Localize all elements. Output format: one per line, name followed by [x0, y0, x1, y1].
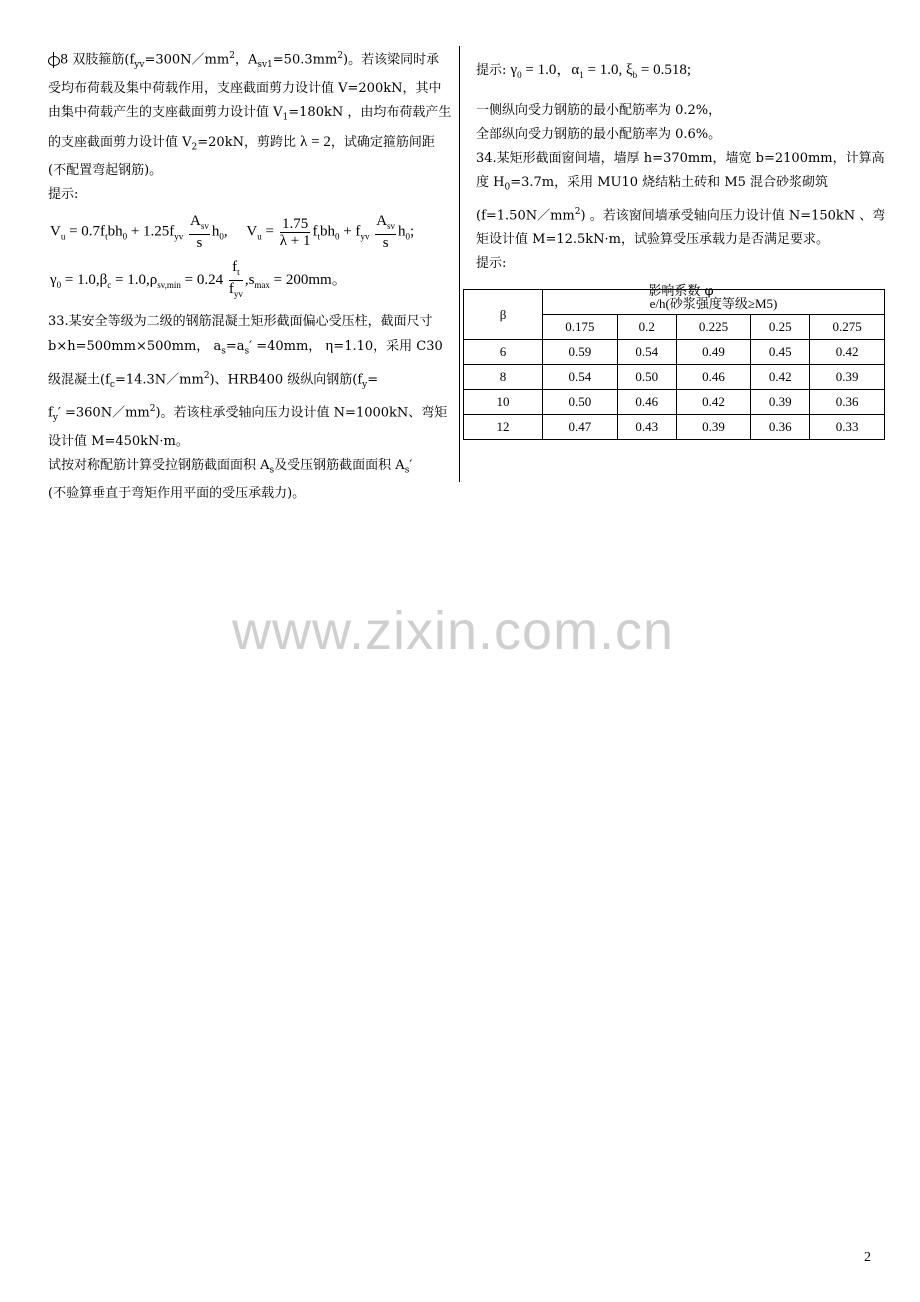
table-row	[464, 365, 885, 390]
steel-bar-symbol-icon	[48, 54, 60, 66]
beta-cell: 6	[464, 340, 543, 365]
phi-value-cell: 0.47	[543, 415, 618, 440]
right-column	[476, 44, 886, 304]
hint-constants: 提示: $\gamma_0 = 1.0$，$\alpha_1 = 1.0$, $\xi_b = 0.518$;	[476, 62, 692, 80]
table-row	[464, 390, 885, 415]
phi-value-cell: 0.49	[676, 340, 751, 365]
table-row	[464, 340, 885, 365]
hint-label: 提示:	[48, 187, 79, 203]
phi-value-cell: 0.42	[810, 340, 885, 365]
phi-value-cell: 0.46	[676, 365, 751, 390]
question-33-task: 试按对称配筋计算受拉钢筋截面面积 $A_s$及受压钢筋截面面积 $A_s'$ (不验算垂直于弯矩作用平面的受压承载力)。	[48, 457, 413, 502]
coefficient-formula: $\gamma_0 = 1.0,\beta_c = 1.0,\rho_{sv,min} = 0.24$ $\frac{f_t}{f_{yv}}$ $,s_{max} = 200mm$。	[50, 259, 347, 300]
eh-column-header: 0.225	[676, 315, 751, 340]
table-row	[464, 415, 885, 440]
beta-cell: 10	[464, 390, 543, 415]
eh-column-header: 0.2	[617, 315, 676, 340]
min-ratio-one-side: 一侧纵向受力钢筋的最小配筋率为 0.2%，	[476, 103, 722, 118]
shear-capacity-formula: $V_u = 0.7f_tbh_0 + 1.25f_{yv}$ $\frac{A_{sv}}{s}$ $h_0$, $V_u$ = $\frac{1.75}{\lambda + 1}$ $f_tbh_0 + f_{yv}$ $\frac{A_{sv}}{s}$ $h_0$;	[50, 213, 415, 252]
phi-value-cell: 0.39	[751, 390, 810, 415]
phi-value-cell: 0.59	[543, 340, 618, 365]
question-34: 34.某矩形截面窗间墙，墙厚 h=370mm，墙宽 b=2100mm，计算高度 $H_0=3.7m$，采用 MU10 烧结粘土砖和 M5 混合砂浆砌筑$(f=1.50N/mm^2)$ 。若该窗间墙承受轴向压力设计值 N=150kN 、弯矩设计值 M=12.5kN·m，试验算受压承载力是否满足要求。	[476, 151, 886, 247]
phi-value-cell: 0.50	[543, 390, 618, 415]
phi-value-cell: 0.39	[676, 415, 751, 440]
influence-coefficient-table	[463, 289, 885, 440]
phi-value-cell: 0.45	[751, 340, 810, 365]
table-caption: 影响系数 φ	[648, 283, 714, 299]
hint-label-2: 提示:	[476, 255, 507, 271]
page-number: 2	[864, 1250, 871, 1265]
question-32-continued: 8 双肢箍筋($f_{yv}=300N/mm^2$，$A_{sv1}=50.3mm^2$)。若该梁同时承受均布荷载及集中荷载作用，支座截面剪力设计值 V=200kN，其中由集中荷载产生的支座截面剪力设计值 $V_1=180kN$ ，由均布荷载产生的支座截面剪力设计值 $V_2=20kN$，剪跨比 λ = 2，试确定箍筋间距(不配置弯起钢筋)。	[48, 51, 452, 179]
eh-column-header: 0.175	[543, 315, 618, 340]
eh-column-header: 0.25	[751, 315, 810, 340]
beta-cell: 8	[464, 365, 543, 390]
beta-header: β	[464, 290, 543, 340]
eh-column-header: 0.275	[810, 315, 885, 340]
watermark: www.zixin.com.cn	[232, 601, 675, 661]
phi-value-cell: 0.42	[676, 390, 751, 415]
phi-value-cell: 0.33	[810, 415, 885, 440]
phi-value-cell: 0.54	[543, 365, 618, 390]
eh-header: e/h(砂浆强度等级≥M5)	[543, 290, 885, 315]
phi-value-cell: 0.46	[617, 390, 676, 415]
left-column	[48, 44, 452, 506]
phi-value-cell: 0.54	[617, 340, 676, 365]
phi-value-cell: 0.50	[617, 365, 676, 390]
beta-cell: 12	[464, 415, 543, 440]
phi-value-cell: 0.43	[617, 415, 676, 440]
phi-value-cell: 0.39	[810, 365, 885, 390]
question-33: 33.某安全等级为二级的钢筋混凝土矩形截面偏心受压柱，截面尺寸 b×h=500mm×500mm， $a_s=a_s' =40mm$， η=1.10，采用 C30 级混凝土$(f_c=14.3N/mm^2)$、HRB400 级纵向钢筋($f_y=$ $f_y'$ $=360N/mm^2$)。若该柱承受轴向压力设计值 N=1000kN、弯矩设计值 M=450kN·m。	[48, 314, 448, 449]
min-ratio-all: 全部纵向受力钢筋的最小配筋率为 0.6%。	[476, 127, 722, 142]
phi-value-cell: 0.36	[751, 415, 810, 440]
phi-value-cell: 0.42	[751, 365, 810, 390]
phi-value-cell: 0.36	[810, 390, 885, 415]
column-divider	[459, 46, 460, 482]
